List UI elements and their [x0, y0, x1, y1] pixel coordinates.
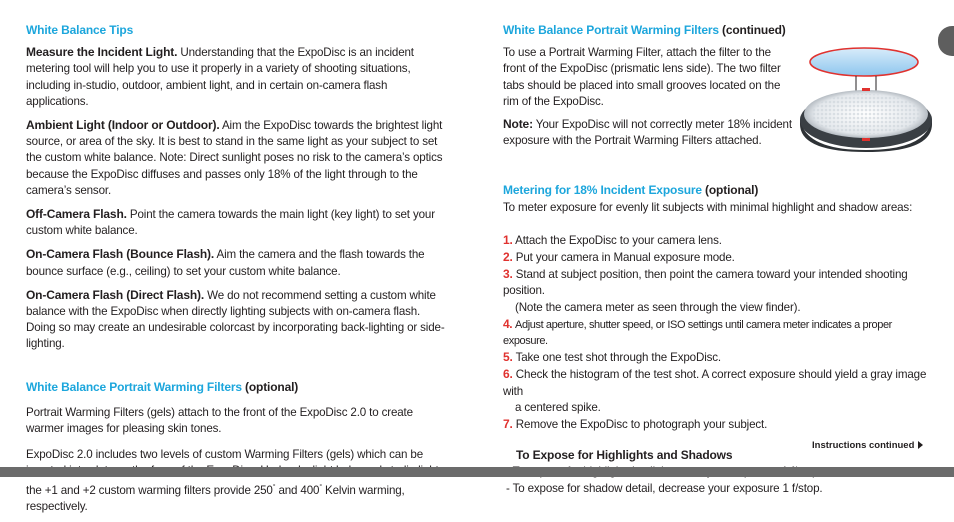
- pwf-paragraph-1: Portrait Warming Filters (gels) attach to the front of the ExpoDisc 2.0 to create warmer images for pleasing skin tones.: [26, 405, 413, 436]
- bounce-paragraph: [26, 246, 452, 279]
- offcam-text: Point the camera towards the main light (key light) to set your custom white balance.: [26, 208, 435, 238]
- list-item-continuation: (Note the camera meter as seen through the view finder).: [515, 300, 801, 314]
- metering-heading: [503, 182, 933, 199]
- note-label: Note:: [503, 117, 533, 132]
- arrow-right-icon: [918, 441, 923, 449]
- list-item: - To expose for shadow detail, decrease your exposure 1 f/stop.: [506, 481, 823, 495]
- continued-heading: [503, 22, 933, 39]
- instructions-continued: [812, 440, 923, 451]
- metering-optional: (optional): [705, 183, 759, 198]
- continued-heading-text: White Balance Portrait Warming Filters: [503, 23, 719, 37]
- degree-1: °: [272, 483, 276, 491]
- bounce-text: Aim the camera and the flash towards the bounce surface (e.g., ceiling) to set your custom white balance.: [26, 248, 425, 278]
- list-item: 7. Remove the ExpoDisc to photograph your subject.: [503, 417, 768, 432]
- incident-text: Understanding that the ExpoDisc is an incident metering tool will help you to use it properly in a variety of shooting situations, including in-studio, outdoor, ambient light, and in certain on-camera flash applications.: [26, 46, 414, 108]
- note-paragraph: [503, 116, 795, 149]
- pwf-p2-c: Kelvin warming, respectively.: [26, 483, 405, 513]
- pwf-paragraph-2: [26, 447, 452, 515]
- ambient-title: Ambient Light (Indoor or Outdoor).: [26, 118, 220, 133]
- list-item: 4. Adjust aperture, shutter speed, or ISO settings until camera meter indicates a proper exposure.: [503, 316, 892, 348]
- steps-list: [503, 232, 933, 433]
- incident-title: Measure the Incident Light.: [26, 45, 178, 60]
- pwf-heading-text: White Balance Portrait Warming Filters: [26, 379, 242, 394]
- direct-text: We do not recommend setting a custom white balance with the ExpoDisc when directly lighting subjects with on-camera flash. Doing so may create an undesirable colorcast by incorporating back-lighting or side-lighting.: [26, 288, 445, 351]
- page-tab: [938, 26, 954, 56]
- list-item-continuation: a centered spike.: [515, 400, 601, 414]
- list-item: 3. Stand at subject position, then point the camera toward your intended shooting position.: [503, 267, 908, 298]
- direct-title: On-Camera Flash (Direct Flash).: [26, 287, 205, 302]
- incident-paragraph: [26, 44, 452, 110]
- filter-tab-top: [862, 88, 870, 91]
- instructions-continued-text: Instructions continued: [812, 440, 915, 451]
- list-item: 6. Check the histogram of the test shot. A correct exposure should yield a gray image with: [503, 367, 927, 398]
- list-item: 5. Take one test shot through the ExpoDisc.: [503, 350, 721, 365]
- tips-heading: White Balance Tips: [26, 23, 134, 37]
- direct-paragraph: [26, 287, 452, 353]
- list-item: 2. Put your camera in Manual exposure mode.: [503, 250, 735, 265]
- continued-paragraph: To use a Portrait Warming Filter, attach the filter to the front of the ExpoDisc (prismatic lens side). The two filter tabs should be placed into small grooves located on the rim of the ExpoDisc.: [503, 46, 781, 108]
- bounce-title: On-Camera Flash (Bounce Flash).: [26, 247, 215, 262]
- degree-2: °: [319, 483, 322, 491]
- pwf-p2-b: and 400: [275, 483, 320, 497]
- metering-intro: To meter exposure for evenly lit subjects with minimal highlight and shadow areas:: [503, 200, 913, 214]
- offcam-paragraph: [26, 206, 452, 239]
- pwf-heading: [26, 379, 452, 396]
- expodisc-filter-illustration: [796, 40, 938, 152]
- bottom-bar: [0, 467, 954, 477]
- pwf-optional: (optional): [244, 379, 299, 394]
- filter-tab-bottom: [862, 138, 870, 141]
- ambient-paragraph: [26, 117, 452, 199]
- highlights-shadows-heading: To Expose for Highlights and Shadows: [516, 448, 733, 463]
- pwf-p2-a: ExpoDisc 2.0 includes two levels of custom Warming Filters (gels) which can be the +1 and +2 custom warming filters provide 250: [26, 448, 424, 497]
- disc-texture: [810, 94, 922, 134]
- gel-filter: [810, 48, 918, 76]
- continued-suffix: (continued): [721, 23, 786, 37]
- note-text: Your ExpoDisc will not correctly meter 18% incident exposure with the Portrait Warming Filters attached.: [503, 118, 792, 148]
- offcam-title: Off-Camera Flash.: [26, 207, 127, 222]
- left-column: [26, 22, 452, 522]
- metering-heading-text: Metering for 18% Incident Exposure: [503, 183, 702, 198]
- ambient-text: Aim the ExpoDisc towards the brightest light source, or area of the sky. It is best to stand in the same light as your subject to set the custom white balance. Note: Direct sunlight poses no risk to the camera’s optics because the ExpoDisc diffuses and passes only 18% of the light through to the camera’s sensor.: [26, 119, 443, 197]
- list-item: 1. Attach the ExpoDisc to your camera lens.: [503, 232, 722, 247]
